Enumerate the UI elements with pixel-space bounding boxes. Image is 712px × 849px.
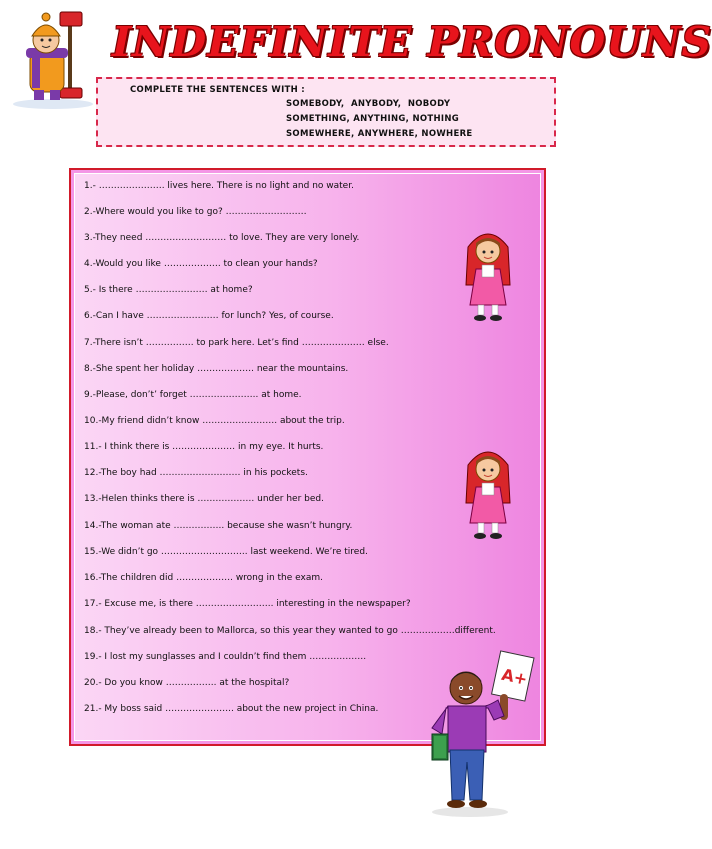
winter-kid-shovel-illustration	[8, 8, 98, 108]
sentence-3: 3.-They need ……………………… to love. They are very lonely.	[84, 233, 360, 243]
red-hood-girl-illustration	[462, 443, 514, 543]
red-hood-girl-illustration	[462, 225, 514, 325]
sentence-7: 7.-There isn’t ……………. to park here. Let’s find ………………… else.	[84, 338, 389, 348]
instructions-box	[96, 77, 556, 147]
sentence-18: 18.- They’ve already been to Mallorca, so this year they wanted to go ………………different.	[84, 626, 496, 636]
svg-text:A+: A+	[499, 664, 530, 689]
sentence-10: 10.-My friend didn’t know ……………………. about the trip.	[84, 416, 345, 426]
sentence-9: 9.-Please, don’t’ forget ………………….. at home.	[84, 390, 302, 400]
sentence-11: 11.- I think there is ………………… in my eye. It hurts.	[84, 442, 324, 452]
sentence-21: 21.- My boss said ………………….. about the new project in China.	[84, 704, 379, 714]
sentence-1: 1.- …………………. lives here. There is no light and no water.	[84, 181, 354, 191]
sentence-20: 20.- Do you know …………….. at the hospital?	[84, 678, 290, 688]
sentence-14: 14.-The woman ate …………….. because she wasn’t hungry.	[84, 521, 353, 531]
sentence-12: 12.-The boy had ……………………… in his pockets.	[84, 468, 308, 478]
sentence-5: 5.- Is there …………………… at home?	[84, 285, 253, 295]
sentence-2: 2.-Where would you like to go? ………………………	[84, 207, 307, 217]
sentence-17: 17.- Excuse me, is there …………………….. interesting in the newspaper?	[84, 599, 411, 609]
page-title: INDEFINITE PRONOUNS	[112, 18, 712, 66]
word-bank-line: SOMEWHERE, ANYWHERE, NOWHERE	[286, 129, 473, 139]
sentence-8: 8.-She spent her holiday ………………. near the mountains.	[84, 364, 349, 374]
sentence-16: 16.-The children did ………………. wrong in the exam.	[84, 573, 324, 583]
boy-with-grade-paper-illustration	[418, 650, 538, 820]
sentence-19: 19.- I lost my sunglasses and I couldn’t find them ……………….	[84, 652, 367, 662]
instructions-heading: COMPLETE THE SENTENCES WITH :	[130, 85, 306, 95]
sentence-13: 13.-Helen thinks there is ………………. under her bed.	[84, 494, 324, 504]
sentence-6: 6.-Can I have …………………… for lunch? Yes, of course.	[84, 311, 334, 321]
sentence-15: 15.-We didn’t go ……………………….. last weekend. We’re tired.	[84, 547, 368, 557]
word-bank-line: SOMETHING, ANYTHING, NOTHING	[286, 114, 460, 124]
sentence-4: 4.-Would you like ………………. to clean your hands?	[84, 259, 318, 269]
word-bank-line: SOMEBODY, ANYBODY, NOBODY	[286, 99, 451, 109]
